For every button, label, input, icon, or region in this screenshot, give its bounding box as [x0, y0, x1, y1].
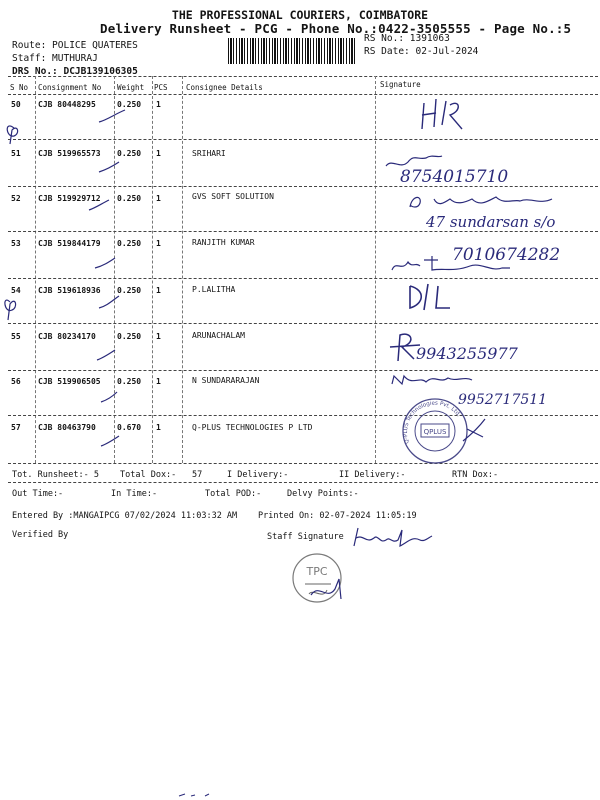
- row-consignee: ARUNACHALAM: [192, 331, 245, 340]
- row-sno: 51: [11, 149, 21, 158]
- staff-label: Staff: MUTHURAJ: [12, 53, 98, 64]
- rtn-dox: RTN Dox:-: [452, 470, 499, 480]
- row-consignment: CJB 80448295: [38, 100, 96, 109]
- signature-row-53: [380, 232, 590, 280]
- verified-by: Verified By: [12, 530, 69, 540]
- totals-rule: [8, 482, 598, 483]
- delvy-points: Delvy Points:-: [287, 489, 359, 499]
- row-consignee: P.LALITHA: [192, 285, 236, 294]
- col-header-consignee: Consignee Details: [186, 83, 263, 92]
- row-consignee: N SUNDARARAJAN: [192, 376, 260, 385]
- table-top-rule: [8, 76, 598, 77]
- col-header-signature: Signature: [380, 80, 421, 89]
- tick-marks: [95, 100, 155, 470]
- row-consignment: CJB 519929712: [38, 194, 101, 203]
- signature-row-50: [380, 95, 480, 140]
- row-sno: 52: [11, 194, 21, 203]
- row-pcs: 1: [156, 377, 161, 386]
- total-dox-label: Total Dox:-: [120, 470, 177, 480]
- barcode: [228, 38, 356, 64]
- tot-runsheet: Tot. Runsheet:- 5: [12, 470, 99, 480]
- row-consignee: Q-PLUS TECHNOLOGIES P LTD: [192, 423, 313, 432]
- row-consignment: CJB 519844179: [38, 239, 101, 248]
- row-pcs: 1: [156, 332, 161, 341]
- runsheet-title: Delivery Runsheet - PCG - Phone No.:0422-3505555 - Page No.:5: [100, 21, 572, 36]
- signature-row-51: [380, 140, 590, 190]
- row-pcs: 1: [156, 194, 161, 203]
- row-consignment: CJB 519906505: [38, 377, 101, 386]
- col-header-pcs: PCS: [154, 83, 168, 92]
- out-time: Out Time:-: [12, 489, 64, 499]
- route-label: Route: POLICE QUATERES: [12, 40, 138, 51]
- row-sno: 50: [11, 100, 21, 109]
- bottom-mark: [175, 790, 225, 800]
- row-sno: 55: [11, 332, 21, 341]
- row-weight: 0.250: [117, 149, 142, 158]
- signature-row-55: [380, 323, 590, 371]
- header-bottom-rule: [8, 94, 598, 95]
- printed-on: Printed On: 02-07-2024 11:05:19: [258, 511, 417, 521]
- row-sno: 57: [11, 423, 21, 432]
- col-header-sno: S No: [10, 83, 29, 92]
- svg-text:9943255977: 9943255977: [416, 344, 518, 363]
- row-weight: 0.250: [117, 194, 142, 203]
- in-time: In Time:-: [111, 489, 158, 499]
- company-title: THE PROFESSIONAL COURIERS, COIMBATORE: [171, 8, 429, 22]
- staff-signature: [350, 522, 440, 552]
- row-consignee: RANJITH KUMAR: [192, 238, 255, 247]
- row-pcs: 1: [156, 286, 161, 295]
- row-weight: 0.250: [117, 377, 142, 386]
- margin-marks: [0, 110, 40, 350]
- total-dox-value: 57: [192, 470, 203, 480]
- row-consignee: SRIHARI: [192, 149, 226, 158]
- row-weight: 0.250: [117, 332, 142, 341]
- row-pcs: 1: [156, 149, 161, 158]
- row-consignment: CJB 80463790: [38, 423, 96, 432]
- row-weight: 0.250: [117, 286, 142, 295]
- col-header-weight: Weight: [117, 83, 145, 92]
- row-weight: 0.250: [117, 100, 142, 109]
- drs-number: DRS No.: DCJB139106305: [12, 66, 138, 77]
- svg-text:9952717511: 9952717511: [458, 392, 548, 408]
- col-divider: [182, 76, 183, 463]
- row-consignment: CJB 80234170: [38, 332, 96, 341]
- row-consignment: CJB 519618936: [38, 286, 101, 295]
- row-pcs: 1: [156, 100, 161, 109]
- svg-text:7010674282: 7010674282: [452, 245, 561, 265]
- svg-text:47 sundarsan s/o: 47 sundarsan s/o: [426, 213, 556, 231]
- ii-delivery: II Delivery:-: [339, 470, 406, 480]
- col-divider: [375, 76, 376, 463]
- rs-date: RS Date: 02-Jul-2024: [364, 46, 479, 57]
- row-consignment: CJB 519965573: [38, 149, 101, 158]
- svg-text:8754015710: 8754015710: [400, 167, 509, 187]
- svg-text:QPLUS: QPLUS: [423, 428, 447, 436]
- row-consignee: GVS SOFT SOLUTION: [192, 192, 274, 201]
- total-pod: Total POD:-: [205, 489, 262, 499]
- entered-by: Entered By :MANGAIPCG 07/02/2024 11:03:32 AM: [12, 511, 238, 521]
- signature-row-52: [380, 185, 590, 233]
- row-pcs: 1: [156, 239, 161, 248]
- row-weight: 0.670: [117, 423, 142, 432]
- row-pcs: 1: [156, 423, 161, 432]
- svg-text:Q-PLUS Technologies Pvt. Ltd.: Q-PLUS Technologies Pvt. Ltd.: [402, 400, 462, 445]
- stamp-scribble: [305, 575, 365, 605]
- row-sno: 54: [11, 286, 21, 295]
- row-weight: 0.250: [117, 239, 142, 248]
- row-sno: 56: [11, 377, 21, 386]
- svg-text:TPC: TPC: [306, 565, 328, 578]
- i-delivery: I Delivery:-: [227, 470, 289, 480]
- company-stamp: [393, 393, 493, 465]
- staff-signature-label: Staff Signature: [267, 532, 344, 542]
- signature-row-54: [380, 278, 480, 323]
- rs-number: RS No.: 1391063: [364, 33, 450, 44]
- row-sno: 53: [11, 239, 21, 248]
- col-header-consignment: Consignment No: [38, 83, 102, 92]
